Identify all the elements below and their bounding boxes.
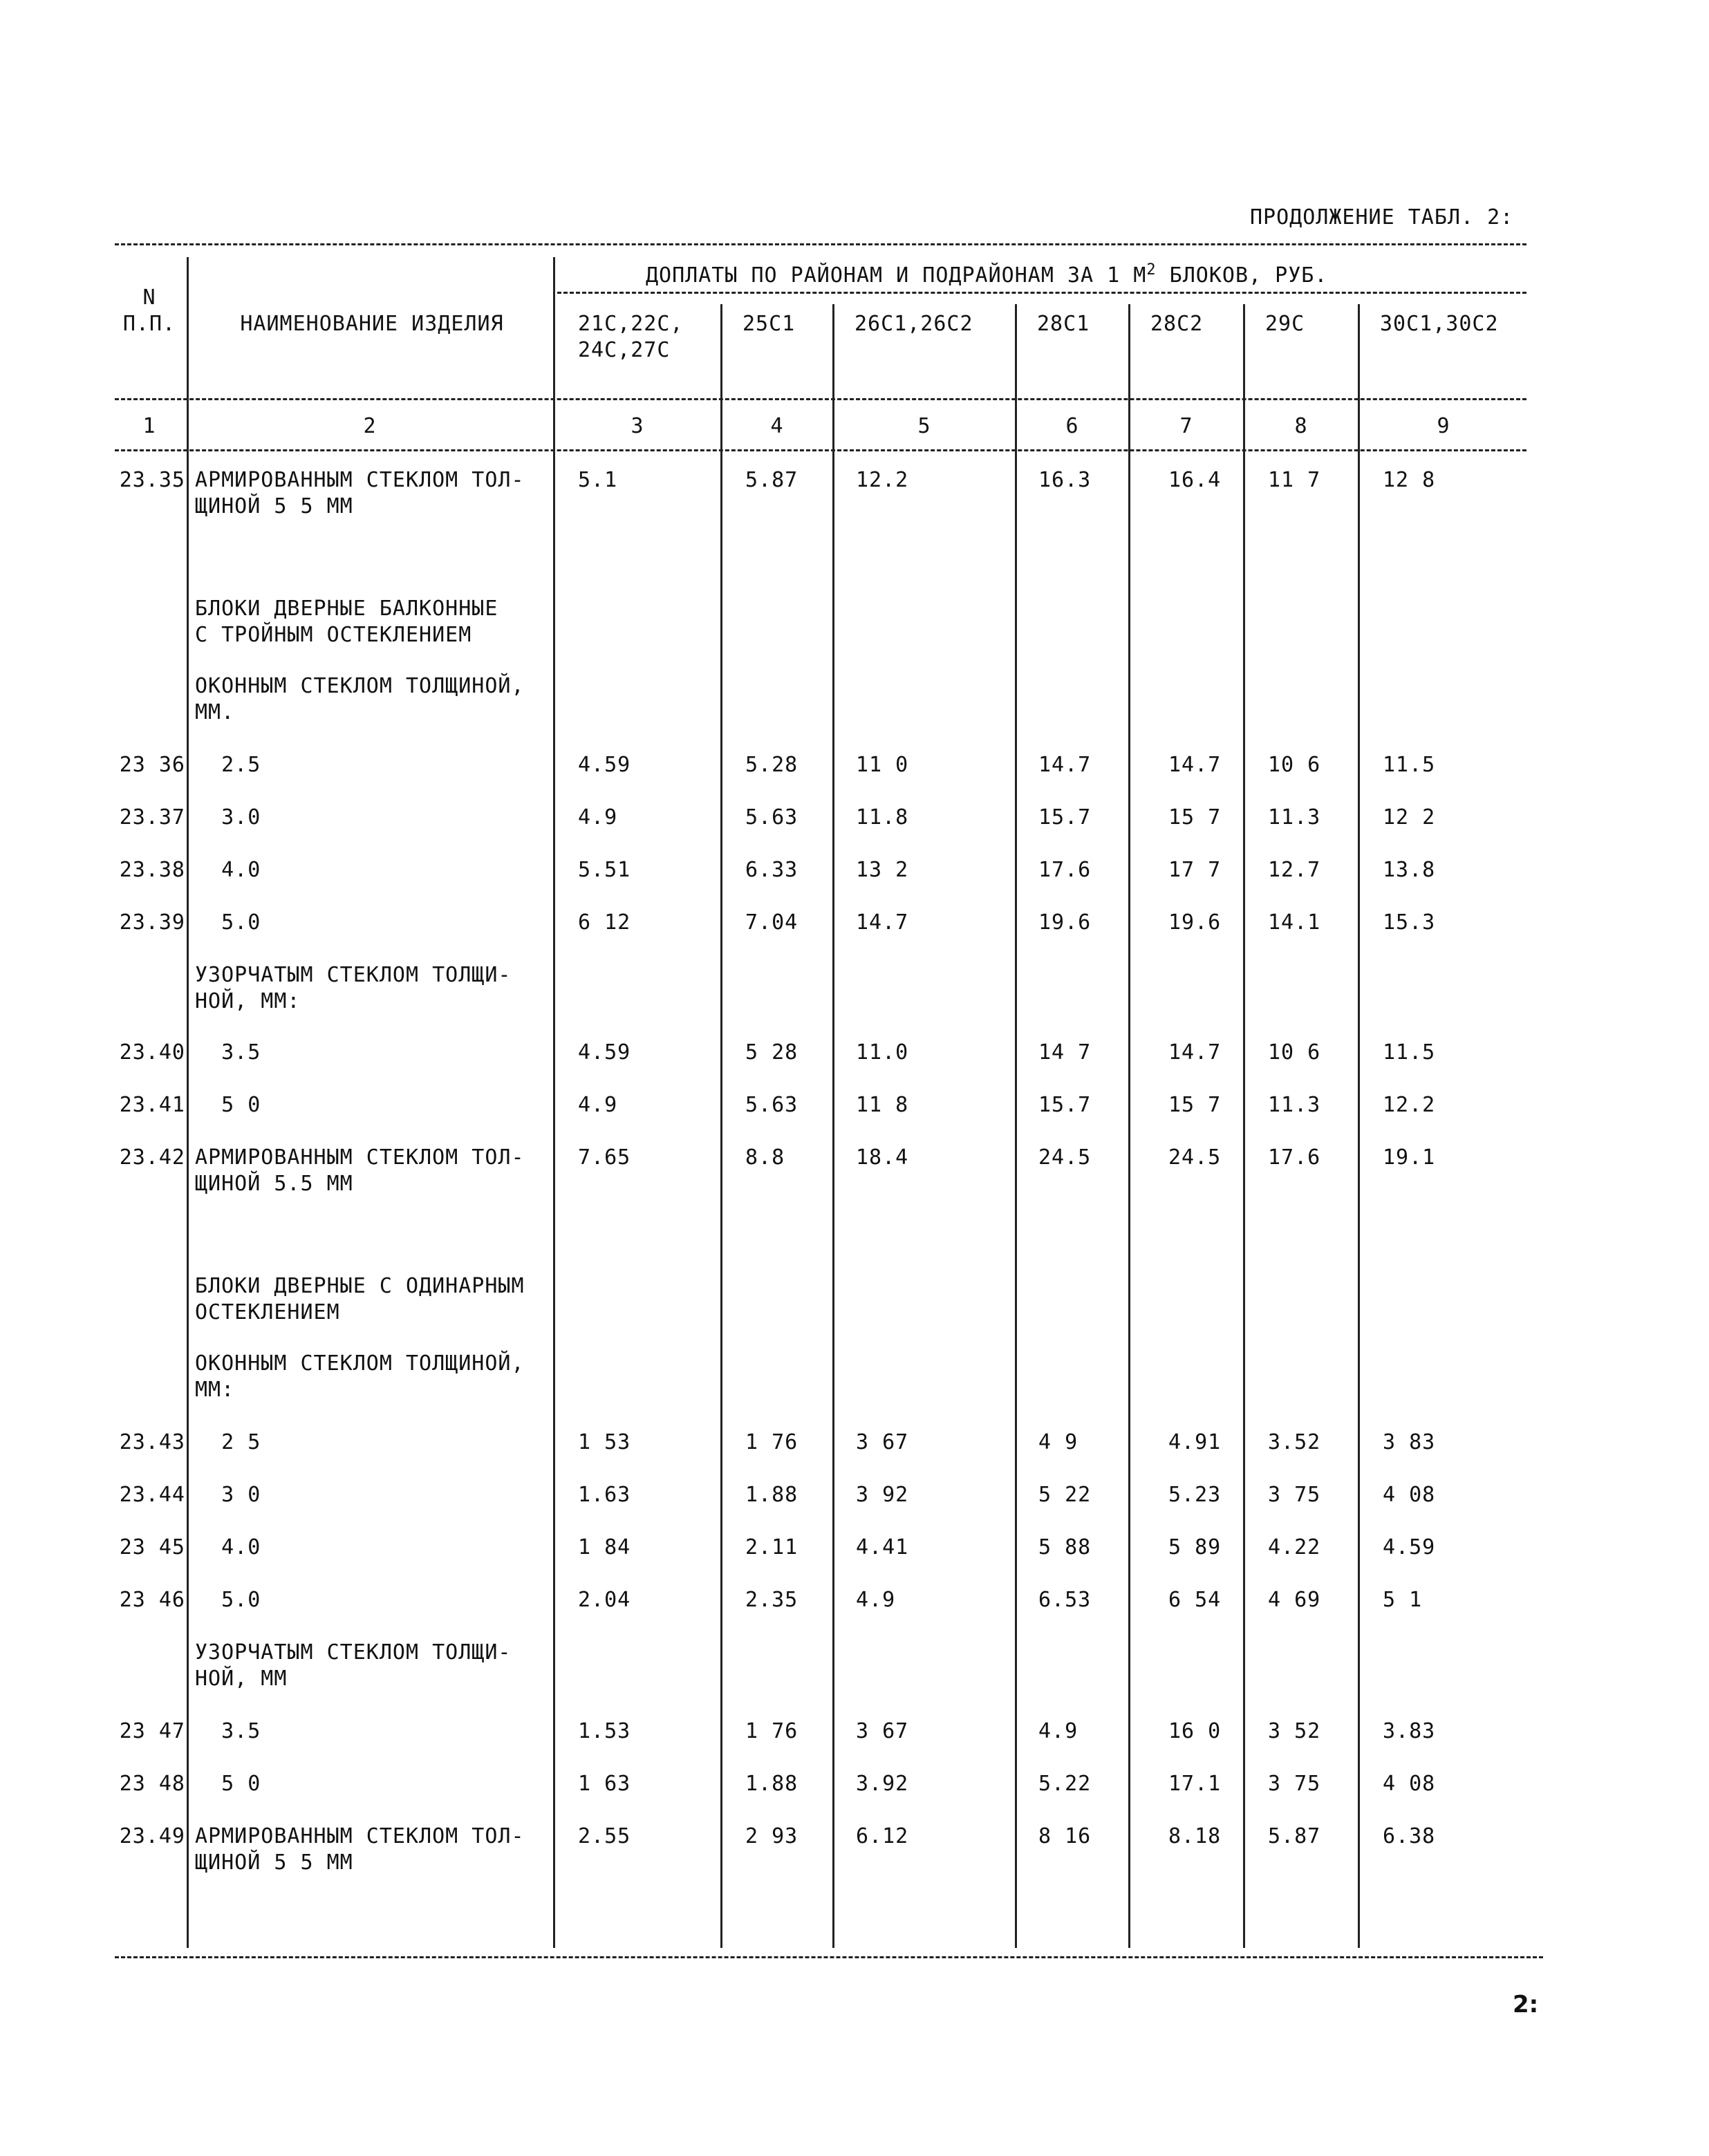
col-divider-4 <box>832 304 834 1948</box>
col-divider-5 <box>1015 304 1017 1948</box>
row-value-col-4: 8.8 <box>745 1145 785 1170</box>
row-value-col-7: 14.7 <box>1168 753 1222 777</box>
row-value-col-3: 7.65 <box>578 1145 631 1170</box>
row-value-col-9: 15.3 <box>1383 910 1436 935</box>
header-col-9: 30С1,30С2 <box>1380 312 1499 336</box>
row-value-col-5: 3 92 <box>856 1483 909 1507</box>
header-col-7: 28С2 <box>1150 312 1204 336</box>
row-value-col-6: 4.9 <box>1038 1719 1078 1743</box>
table-caption: ПРОДОЛЖЕНИЕ ТАБЛ. 2: <box>1250 205 1514 229</box>
row-value-col-9: 12.2 <box>1383 1093 1436 1117</box>
col-number-6: 6 <box>1065 414 1079 438</box>
row-number: 23 47 <box>119 1719 185 1743</box>
row-value-col-9: 4 08 <box>1383 1772 1436 1796</box>
col-divider-3 <box>720 304 722 1948</box>
row-value-col-4: 1.88 <box>745 1483 799 1507</box>
header-group-label-sup: 2 <box>1146 261 1157 279</box>
col-number-7: 7 <box>1179 414 1193 438</box>
row-value-col-5: 3 67 <box>856 1430 909 1454</box>
header-group-label-pre: ДОПЛАТЫ ПО РАЙОНАМ И ПОДРАЙОНАМ ЗА 1 М <box>646 263 1147 288</box>
row-value-col-7: 14.7 <box>1168 1040 1222 1065</box>
row-value-col-7: 16 0 <box>1168 1719 1222 1743</box>
row-value-col-8: 11.3 <box>1268 805 1321 829</box>
row-value-col-9: 19.1 <box>1383 1145 1436 1170</box>
row-value-col-6: 24.5 <box>1038 1145 1092 1170</box>
col-number-2: 2 <box>363 414 377 438</box>
row-name: 3.0 <box>195 805 261 829</box>
col-divider-7 <box>1243 304 1245 1948</box>
row-value-col-4: 2.11 <box>745 1535 799 1559</box>
row-value-col-6: 16.3 <box>1038 468 1092 492</box>
col-number-3: 3 <box>631 414 644 438</box>
row-value-col-4: 5.28 <box>745 753 799 777</box>
col-number-4: 4 <box>770 414 784 438</box>
row-value-col-5: 13 2 <box>856 858 909 882</box>
row-name: АРМИРОВАННЫМ СТЕКЛОМ ТОЛ- ЩИНОЙ 5 5 ММ <box>195 1824 525 1875</box>
row-number: 23.39 <box>119 910 185 935</box>
row-value-col-8: 10 6 <box>1268 753 1321 777</box>
col-divider-8 <box>1358 304 1360 1948</box>
row-value-col-5: 4.9 <box>856 1588 896 1612</box>
row-value-col-4: 5 28 <box>745 1040 799 1065</box>
row-value-col-5: 11 0 <box>856 753 909 777</box>
row-name: АРМИРОВАННЫМ СТЕКЛОМ ТОЛ- ЩИНОЙ 5 5 ММ <box>195 468 525 518</box>
row-value-col-4: 1.88 <box>745 1772 799 1796</box>
row-number: 23 36 <box>119 753 185 777</box>
row-value-col-6: 15.7 <box>1038 1093 1092 1117</box>
group-header-rule <box>557 292 1526 294</box>
header-name-label: НАИМЕНОВАНИЕ ИЗДЕЛИЯ <box>240 312 504 336</box>
row-value-col-8: 11 7 <box>1268 468 1321 492</box>
row-value-col-3: 5.1 <box>578 468 618 492</box>
row-name: 2.5 <box>195 753 261 777</box>
row-value-col-7: 17 7 <box>1168 858 1222 882</box>
row-value-col-7: 16.4 <box>1168 468 1222 492</box>
row-name: 5 0 <box>195 1093 261 1117</box>
row-value-col-9: 4 08 <box>1383 1483 1436 1507</box>
row-value-col-8: 14.1 <box>1268 910 1321 935</box>
row-value-col-6: 6.53 <box>1038 1588 1092 1612</box>
row-value-col-7: 5.23 <box>1168 1483 1222 1507</box>
row-name: ОКОННЫМ СТЕКЛОМ ТОЛЩИНОЙ, ММ: <box>195 1351 525 1402</box>
row-number: 23 48 <box>119 1772 185 1796</box>
row-value-col-6: 5 88 <box>1038 1535 1092 1559</box>
row-value-col-5: 3 67 <box>856 1719 909 1743</box>
row-value-col-9: 11.5 <box>1383 753 1436 777</box>
row-value-col-9: 4.59 <box>1383 1535 1436 1559</box>
row-value-col-8: 3 75 <box>1268 1483 1321 1507</box>
row-value-col-5: 6.12 <box>856 1824 909 1848</box>
col-number-1: 1 <box>142 414 156 438</box>
row-value-col-8: 12.7 <box>1268 858 1321 882</box>
row-value-col-9: 5 1 <box>1383 1588 1423 1612</box>
row-value-col-8: 10 6 <box>1268 1040 1321 1065</box>
row-value-col-7: 8.18 <box>1168 1824 1222 1848</box>
row-value-col-6: 14 7 <box>1038 1040 1092 1065</box>
row-name: 2 5 <box>195 1430 261 1454</box>
row-name: УЗОРЧАТЫМ СТЕКЛОМ ТОЛЩИ- НОЙ, ММ: <box>195 963 512 1013</box>
row-value-col-3: 5.51 <box>578 858 631 882</box>
row-value-col-5: 3.92 <box>856 1772 909 1796</box>
col-divider-2 <box>553 257 555 1948</box>
row-value-col-6: 4 9 <box>1038 1430 1078 1454</box>
row-name: 5.0 <box>195 1588 261 1612</box>
row-value-col-9: 3.83 <box>1383 1719 1436 1743</box>
row-number: 23.42 <box>119 1145 185 1170</box>
row-value-col-7: 24.5 <box>1168 1145 1222 1170</box>
row-value-col-5: 11.8 <box>856 805 909 829</box>
row-value-col-3: 1 53 <box>578 1430 631 1454</box>
row-value-col-8: 3 52 <box>1268 1719 1321 1743</box>
row-value-col-4: 5.87 <box>745 468 799 492</box>
row-value-col-4: 6.33 <box>745 858 799 882</box>
row-name: УЗОРЧАТЫМ СТЕКЛОМ ТОЛЩИ- НОЙ, ММ <box>195 1640 512 1691</box>
row-value-col-9: 12 2 <box>1383 805 1436 829</box>
row-name: БЛОКИ ДВЕРНЫЕ С ОДИНАРНЫМ ОСТЕКЛЕНИЕМ <box>195 1274 525 1324</box>
row-number: 23.49 <box>119 1824 185 1848</box>
col-number-rule <box>115 449 1526 451</box>
row-number: 23.40 <box>119 1040 185 1065</box>
row-value-col-6: 19.6 <box>1038 910 1092 935</box>
row-name: 5.0 <box>195 910 261 935</box>
row-value-col-4: 5.63 <box>745 805 799 829</box>
row-value-col-5: 4.41 <box>856 1535 909 1559</box>
row-name: АРМИРОВАННЫМ СТЕКЛОМ ТОЛ- ЩИНОЙ 5.5 ММ <box>195 1145 525 1196</box>
row-value-col-7: 6 54 <box>1168 1588 1222 1612</box>
row-value-col-9: 13.8 <box>1383 858 1436 882</box>
row-value-col-7: 5 89 <box>1168 1535 1222 1559</box>
row-value-col-6: 15.7 <box>1038 805 1092 829</box>
page-number: 2: <box>1513 1991 1539 2018</box>
header-no-label-1: N <box>142 285 156 310</box>
header-group-label <box>646 257 1327 289</box>
header-bottom-rule <box>115 398 1526 400</box>
row-value-col-8: 17.6 <box>1268 1145 1321 1170</box>
row-value-col-3: 2.55 <box>578 1824 631 1848</box>
row-value-col-5: 18.4 <box>856 1145 909 1170</box>
col-number-8: 8 <box>1294 414 1308 438</box>
row-number: 23.38 <box>119 858 185 882</box>
row-value-col-4: 5.63 <box>745 1093 799 1117</box>
header-col-5: 26С1,26С2 <box>854 312 973 336</box>
row-number: 23.43 <box>119 1430 185 1454</box>
row-name: 3 0 <box>195 1483 261 1507</box>
row-value-col-5: 11 8 <box>856 1093 909 1117</box>
row-value-col-6: 5.22 <box>1038 1772 1092 1796</box>
row-value-col-6: 8 16 <box>1038 1824 1092 1848</box>
row-number: 23.37 <box>119 805 185 829</box>
row-value-col-3: 4.9 <box>578 1093 618 1117</box>
row-value-col-3: 6 12 <box>578 910 631 935</box>
table-top-rule <box>115 243 1526 245</box>
header-col-4: 25С1 <box>743 312 796 336</box>
row-value-col-6: 17.6 <box>1038 858 1092 882</box>
row-value-col-6: 5 22 <box>1038 1483 1092 1507</box>
row-value-col-5: 12.2 <box>856 468 909 492</box>
row-value-col-3: 2.04 <box>578 1588 631 1612</box>
row-value-col-3: 4.59 <box>578 1040 631 1065</box>
col-number-9: 9 <box>1437 414 1450 438</box>
row-value-col-7: 19.6 <box>1168 910 1222 935</box>
row-value-col-8: 11.3 <box>1268 1093 1321 1117</box>
row-value-col-8: 4.22 <box>1268 1535 1321 1559</box>
row-name: 4.0 <box>195 1535 261 1559</box>
col-number-5: 5 <box>917 414 931 438</box>
row-name: 3.5 <box>195 1719 261 1743</box>
row-number: 23 45 <box>119 1535 185 1559</box>
row-value-col-4: 7.04 <box>745 910 799 935</box>
row-value-col-9: 3 83 <box>1383 1430 1436 1454</box>
row-value-col-8: 5.87 <box>1268 1824 1321 1848</box>
row-value-col-8: 3.52 <box>1268 1430 1321 1454</box>
row-value-col-4: 1 76 <box>745 1430 799 1454</box>
row-number: 23 46 <box>119 1588 185 1612</box>
row-name: БЛОКИ ДВЕРНЫЕ БАЛКОННЫЕ С ТРОЙНЫМ ОСТЕКЛЕНИЕМ <box>195 597 498 647</box>
row-name: 3.5 <box>195 1040 261 1065</box>
row-value-col-3: 4.59 <box>578 753 631 777</box>
col-divider-1 <box>187 257 189 1948</box>
row-value-col-7: 15 7 <box>1168 805 1222 829</box>
row-name: ОКОННЫМ СТЕКЛОМ ТОЛЩИНОЙ, ММ. <box>195 674 525 724</box>
row-value-col-9: 12 8 <box>1383 468 1436 492</box>
row-value-col-3: 4.9 <box>578 805 618 829</box>
row-number: 23.44 <box>119 1483 185 1507</box>
row-number: 23.35 <box>119 468 185 492</box>
row-value-col-5: 14.7 <box>856 910 909 935</box>
row-value-col-9: 11.5 <box>1383 1040 1436 1065</box>
row-name: 4.0 <box>195 858 261 882</box>
row-value-col-7: 17.1 <box>1168 1772 1222 1796</box>
row-value-col-3: 1.53 <box>578 1719 631 1743</box>
header-col-3: 21С,22С, 24С,27С <box>578 312 684 362</box>
header-col-8: 29С <box>1265 312 1305 336</box>
row-value-col-4: 1 76 <box>745 1719 799 1743</box>
row-value-col-6: 14.7 <box>1038 753 1092 777</box>
row-value-col-9: 6.38 <box>1383 1824 1436 1848</box>
row-value-col-7: 4.91 <box>1168 1430 1222 1454</box>
row-value-col-4: 2.35 <box>745 1588 799 1612</box>
header-group-label-post: БЛОКОВ, РУБ. <box>1156 263 1328 288</box>
row-value-col-3: 1.63 <box>578 1483 631 1507</box>
row-value-col-3: 1 63 <box>578 1772 631 1796</box>
row-name: 5 0 <box>195 1772 261 1796</box>
row-value-col-3: 1 84 <box>578 1535 631 1559</box>
row-value-col-4: 2 93 <box>745 1824 799 1848</box>
row-value-col-8: 3 75 <box>1268 1772 1321 1796</box>
header-no-label-2: П.П. <box>122 312 176 336</box>
col-divider-6 <box>1128 304 1130 1948</box>
row-value-col-7: 15 7 <box>1168 1093 1222 1117</box>
row-value-col-8: 4 69 <box>1268 1588 1321 1612</box>
row-number: 23.41 <box>119 1093 185 1117</box>
row-value-col-5: 11.0 <box>856 1040 909 1065</box>
header-col-6: 28С1 <box>1037 312 1090 336</box>
table-bottom-rule <box>115 1956 1543 1958</box>
